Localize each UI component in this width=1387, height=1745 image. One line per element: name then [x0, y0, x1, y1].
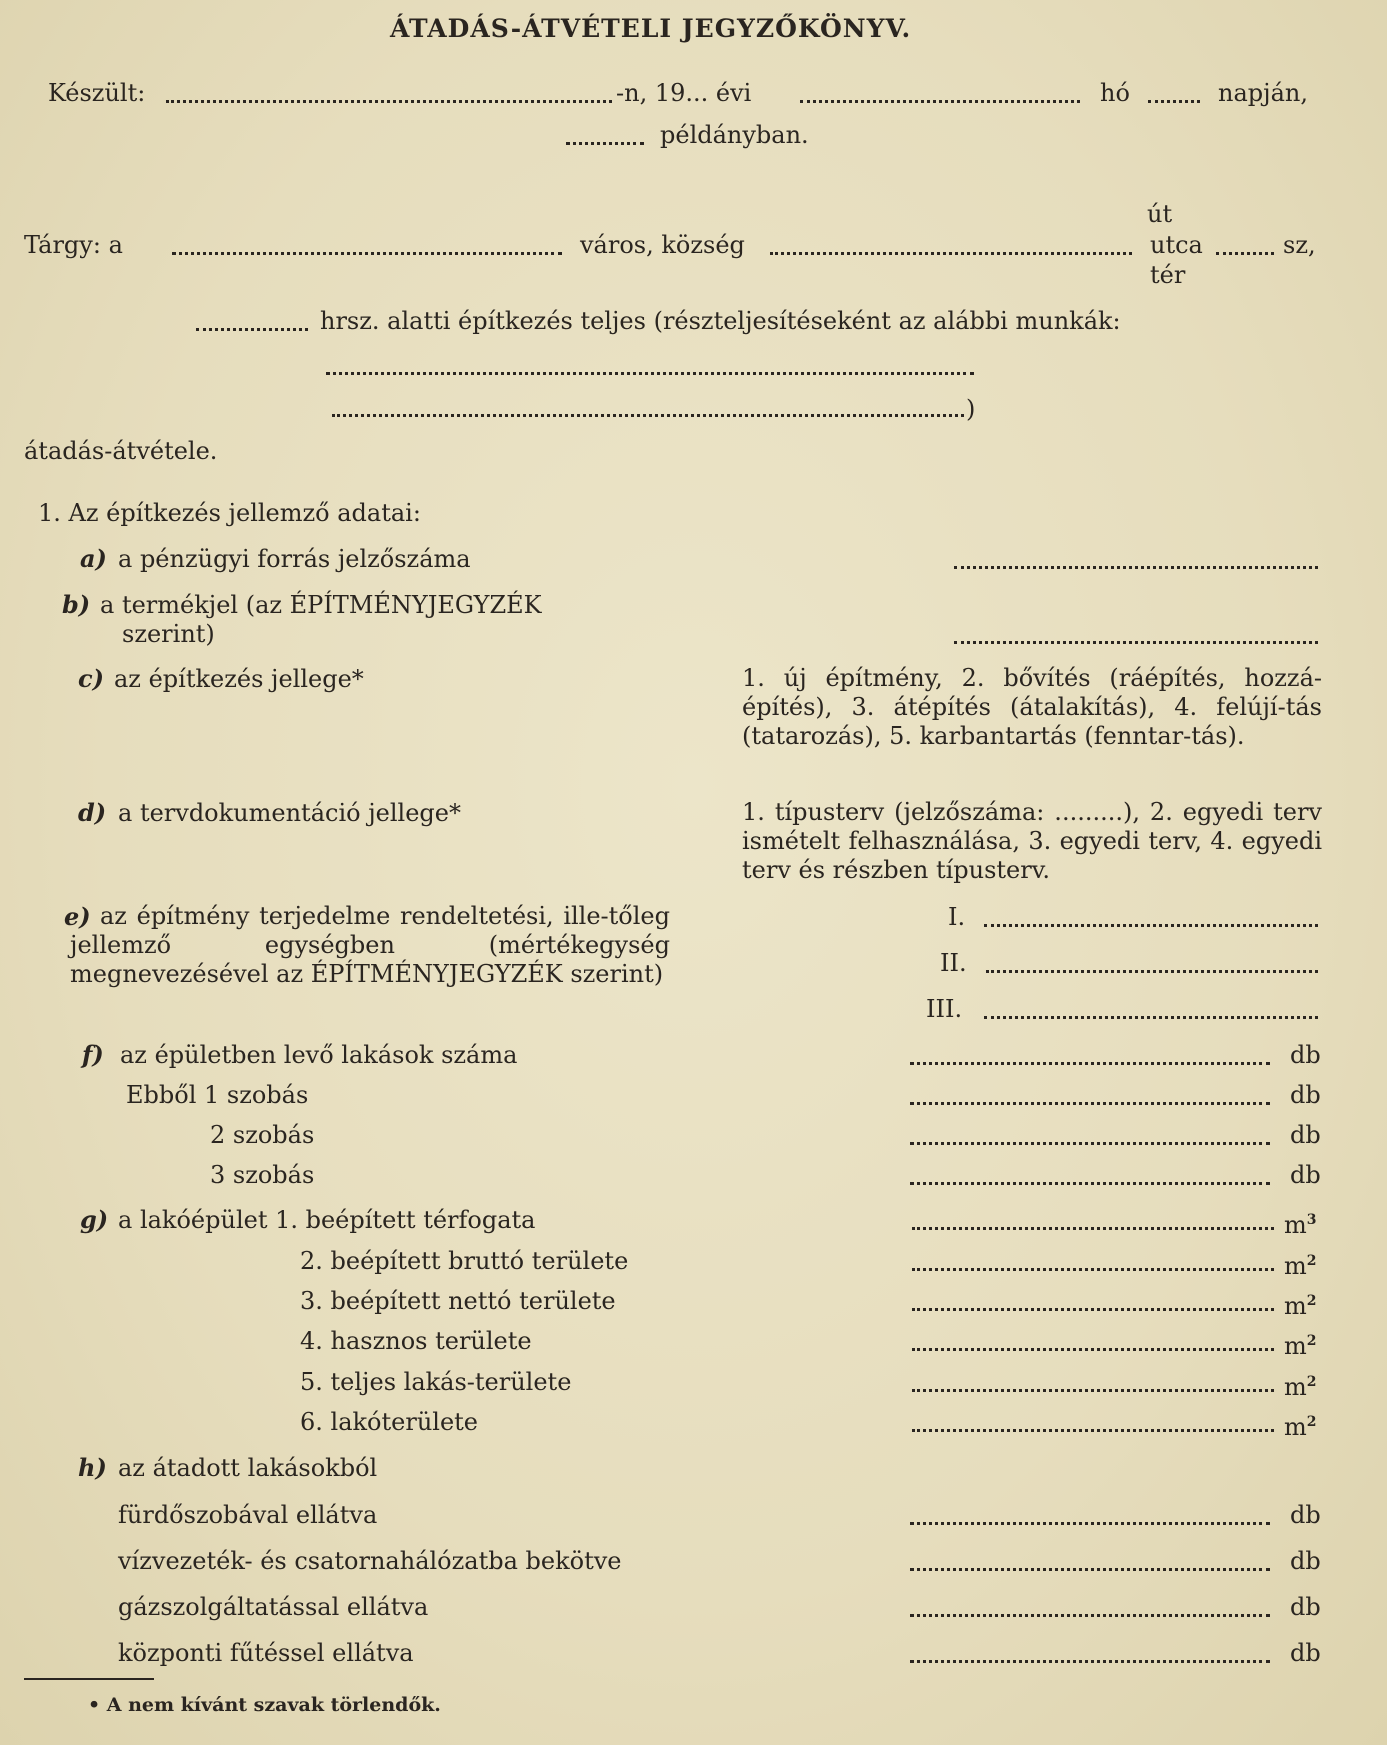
napjan-label: napján,	[1218, 79, 1308, 107]
g-5-unit: $m^2$	[1284, 1373, 1317, 1401]
g-6-unit: $m^2$	[1284, 1413, 1317, 1441]
g-3-blank[interactable]	[912, 1308, 1274, 1311]
f-3room-blank[interactable]	[910, 1182, 1270, 1185]
utca-option: utca	[1150, 231, 1203, 259]
f-total-unit: db	[1290, 1041, 1321, 1069]
ut-option: út	[1147, 200, 1173, 228]
item-d-options: 1. típusterv (jelzőszáma: .........), 2. egyedi terv ismételt felhasználása, 3. egyedi terv, 4. egyedi terv és részben típusterv.	[742, 798, 1322, 884]
g-1-unit: $m^3$	[1284, 1211, 1317, 1239]
f-2room-unit: db	[1290, 1121, 1321, 1149]
g-4-label: 4. hasznos területe	[300, 1327, 532, 1355]
f-3room-unit: db	[1290, 1161, 1321, 1189]
item-a-text: a pénzügyi forrás jelzőszáma	[118, 545, 471, 573]
f-1room-blank[interactable]	[910, 1102, 1270, 1105]
item-h-text: az átadott lakásokból	[118, 1454, 378, 1482]
item-b-letter: b)	[62, 590, 91, 619]
e-row-iii-blank[interactable]	[984, 1016, 1318, 1019]
g-3-label: 3. beépített nettó területe	[300, 1287, 616, 1315]
g-2-blank[interactable]	[912, 1268, 1274, 1271]
year-label: -n, 19... évi	[616, 79, 752, 107]
ho-label: hó	[1100, 79, 1130, 107]
e-row-ii-label: II.	[940, 949, 967, 977]
g-1-label: a lakóépület 1. beépített térfogata	[118, 1206, 536, 1234]
item-g-letter: g)	[80, 1205, 109, 1234]
item-e-letter: e)	[64, 902, 91, 931]
item-d-letter: d)	[78, 798, 107, 827]
hrsz-text: hrsz. alatti építkezés teljes (részteljesítéseként az alábbi munkák:	[320, 307, 1121, 335]
g-1-blank[interactable]	[912, 1227, 1274, 1230]
f-1room-unit: db	[1290, 1081, 1321, 1109]
e-row-ii-blank[interactable]	[986, 970, 1318, 973]
g-5-label: 5. teljes lakás-területe	[300, 1368, 572, 1396]
footnote-rule	[24, 1678, 154, 1680]
section1-heading: 1. Az építkezés jellemző adatai:	[38, 499, 421, 527]
g-2-label: 2. beépített bruttó területe	[300, 1247, 629, 1275]
g-3-unit: $m^2$	[1284, 1292, 1317, 1320]
h-2-label: vízvezeték- és csatornahálózatba bekötve	[118, 1547, 622, 1575]
number-blank[interactable]	[1216, 252, 1274, 255]
item-f-text: az épületben levő lakások száma	[120, 1041, 518, 1069]
targy-label: Tárgy: a	[24, 231, 123, 259]
month-blank[interactable]	[800, 100, 1080, 103]
item-b-text1: a termékjel (az ÉPÍTMÉNYJEGYZÉK	[100, 591, 542, 619]
h-4-label: központi fűtéssel ellátva	[118, 1639, 414, 1667]
f-2room-blank[interactable]	[910, 1142, 1270, 1145]
item-a-blank[interactable]	[954, 566, 1318, 569]
h-2-blank[interactable]	[910, 1568, 1270, 1571]
item-e-text: az építmény terjedelme rendeltetési, ille-tőleg jellemző egységben (mértékegység megnevezésével az ÉPÍTMÉNYJEGYZÉK szerint)	[70, 902, 670, 988]
works-blank-2[interactable]	[332, 414, 964, 417]
works-blank-1[interactable]	[326, 372, 974, 375]
keszult-label: Készült:	[48, 79, 146, 107]
h-1-unit: db	[1290, 1501, 1321, 1529]
h-3-unit: db	[1290, 1593, 1321, 1621]
g-4-unit: $m^2$	[1284, 1332, 1317, 1360]
footnote: • A nem kívánt szavak törlendők.	[88, 1694, 441, 1716]
g-6-blank[interactable]	[912, 1429, 1274, 1432]
city-blank[interactable]	[172, 252, 562, 255]
f-total-blank[interactable]	[910, 1062, 1270, 1065]
item-h-letter: h)	[78, 1453, 107, 1482]
item-c-letter: c)	[78, 664, 104, 693]
item-b-blank[interactable]	[954, 641, 1318, 644]
item-f-letter: f)	[82, 1040, 104, 1069]
item-c-text: az építkezés jellege*	[114, 665, 364, 693]
e-row-i-label: I.	[948, 903, 966, 931]
page-title: ÁTADÁS-ÁTVÉTELI JEGYZŐKÖNYV.	[390, 14, 912, 43]
f-1room-label: Ebből 1 szobás	[126, 1081, 309, 1109]
day-blank[interactable]	[1148, 100, 1200, 103]
works-close: )	[966, 395, 976, 423]
g-2-unit: $m^2$	[1284, 1252, 1317, 1280]
item-a-letter: a)	[80, 544, 107, 573]
sz-label: sz,	[1283, 231, 1316, 259]
atadas-label: átadás-átvétele.	[24, 437, 218, 465]
hrsz-blank[interactable]	[196, 328, 308, 331]
item-d-text: a tervdokumentáció jellege*	[118, 799, 461, 827]
e-row-iii-label: III.	[926, 995, 963, 1023]
h-4-blank[interactable]	[910, 1660, 1270, 1663]
h-1-label: fürdőszobával ellátva	[118, 1501, 378, 1529]
item-c-options: 1. új építmény, 2. bővítés (ráépítés, hozzá-építés), 3. átépítés (átalakítás), 4. felújí-tás (tatarozás), 5. karbantartás (fenntar-tás).	[742, 664, 1322, 750]
f-2room-label: 2 szobás	[210, 1121, 315, 1149]
f-3room-label: 3 szobás	[210, 1161, 315, 1189]
h-1-blank[interactable]	[910, 1522, 1270, 1525]
e-row-i-blank[interactable]	[984, 924, 1318, 927]
copies-blank[interactable]	[566, 142, 644, 145]
h-3-label: gázszolgáltatással ellátva	[118, 1593, 429, 1621]
varos-label: város, község	[580, 231, 745, 259]
g-6-label: 6. lakóterülete	[300, 1408, 479, 1436]
g-4-blank[interactable]	[912, 1348, 1274, 1351]
peldanyban-label: példányban.	[660, 121, 809, 149]
place-blank[interactable]	[166, 100, 612, 103]
ter-option: tér	[1150, 261, 1186, 289]
h-2-unit: db	[1290, 1547, 1321, 1575]
h-3-blank[interactable]	[910, 1614, 1270, 1617]
item-b-text2: szerint)	[122, 620, 215, 648]
g-5-blank[interactable]	[912, 1389, 1274, 1392]
h-4-unit: db	[1290, 1639, 1321, 1667]
street-blank[interactable]	[770, 252, 1132, 255]
